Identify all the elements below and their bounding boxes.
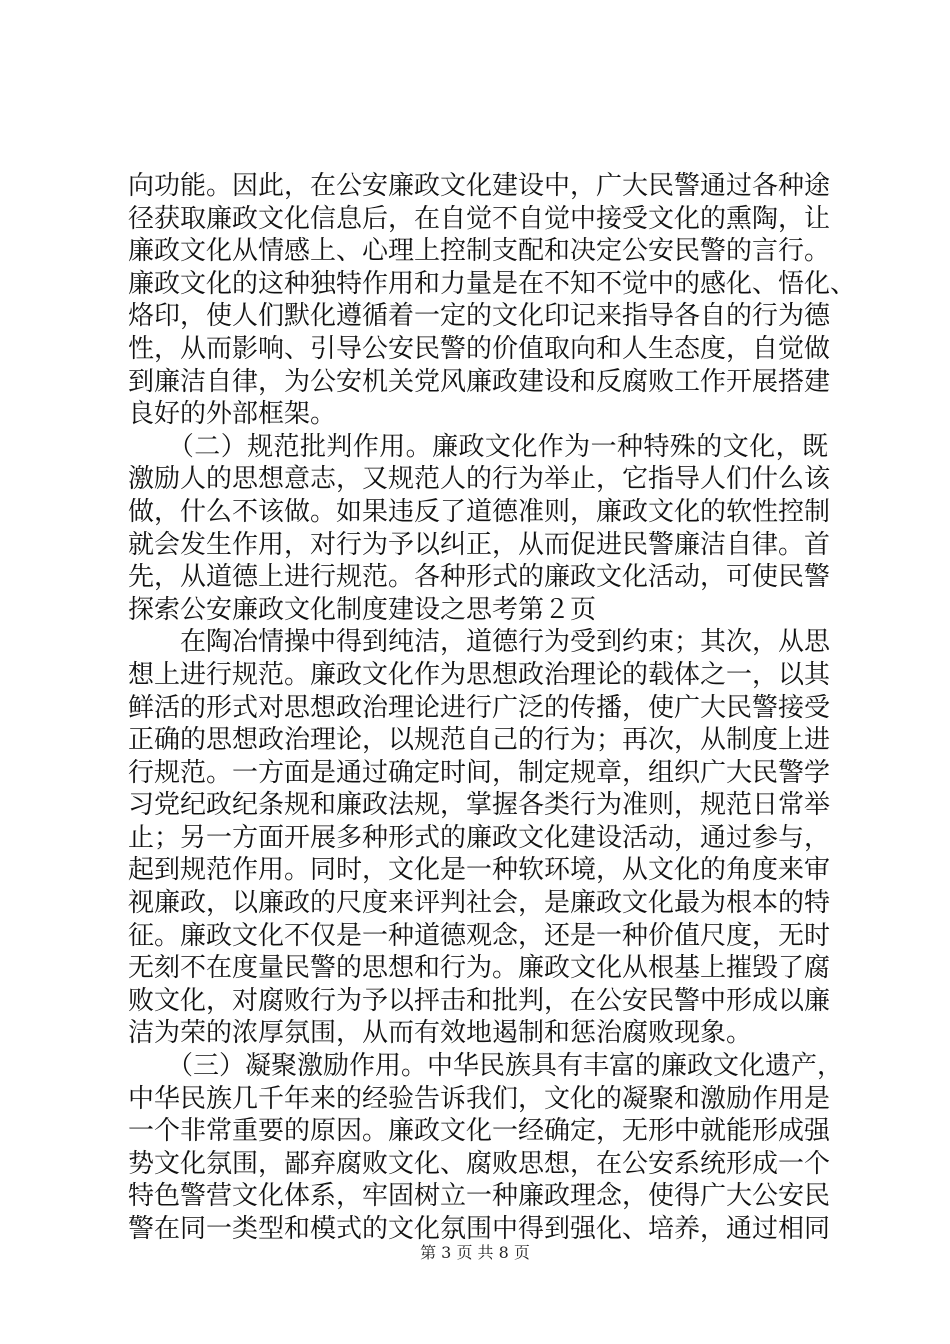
text-line: 无刻不在度量民警的思想和行为。廉政文化从根基上摧毁了腐 — [128, 953, 831, 984]
text-line: 警在同一类型和模式的文化氛围中得到强化、培养，通过相同 — [128, 1214, 831, 1244]
text-line: 正确的思想政治理论，以规范自己的行为；再次，从制度上进 — [128, 725, 831, 756]
text-line: （二）规范批判作用。廉政文化作为一种特殊的文化，既 — [128, 431, 828, 462]
text-line: 中华民族几千年来的经验告诉我们，文化的凝聚和激励作用是 — [128, 1083, 831, 1114]
text-line: 廉政文化从情感上、心理上控制支配和决定公安民警的言行。 — [128, 236, 831, 267]
text-line: 向功能。因此，在公安廉政文化建设中，广大民警通过各种途 — [128, 171, 831, 201]
text-line: 先，从道德上进行规范。各种形式的廉政文化活动，可使民警 — [128, 562, 831, 593]
text-line: 起到规范作用。同时，文化是一种软环境，从文化的角度来审 — [128, 855, 831, 886]
text-line: 行规范。一方面是通过确定时间，制定规章，组织广大民警学 — [128, 757, 831, 788]
text-line: 止；另一方面开展多种形式的廉政文化建设活动，通过参与， — [128, 822, 831, 853]
page-number-label: 第 3 页 共 8 页 — [420, 1243, 530, 1262]
text-line: 洁为荣的浓厚氛围，从而有效地遏制和惩治腐败现象。 — [128, 1018, 753, 1049]
text-line: 鲜活的形式对思想政治理论进行广泛的传播，使广大民警接受 — [128, 692, 831, 723]
text-line: 势文化氛围，鄙弃腐败文化、腐败思想，在公安系统形成一个 — [128, 1148, 831, 1179]
text-line: 在陶冶情操中得到纯洁，道德行为受到约束；其次，从思 — [128, 627, 831, 658]
text-line: 探索公安廉政文化制度建设之思考第２页 — [128, 594, 597, 625]
page-footer — [0, 1240, 950, 1263]
text-line: 烙印，使人们默化遵循着一定的文化印记来指导各自的行为德 — [128, 301, 831, 332]
text-line: 想上进行规范。廉政文化作为思想政治理论的载体之一，以其 — [128, 659, 831, 690]
text-line: 到廉洁自律，为公安机关党风廉政建设和反腐败工作开展搭建 — [128, 366, 831, 397]
text-line: 径获取廉政文化信息后，在自觉不自觉中接受文化的熏陶，让 — [128, 203, 831, 234]
text-line: 征。廉政文化不仅是一种道德观念，还是一种价值尺度，无时 — [128, 920, 831, 951]
text-line: 视廉政，以廉政的尺度来评判社会，是廉政文化最为根本的特 — [128, 888, 831, 919]
text-line: 做，什么不该做。如果违反了道德准则，廉政文化的软性控制 — [128, 496, 831, 527]
text-line: 廉政文化的这种独特作用和力量是在不知不觉中的感化、悟化、 — [128, 268, 857, 299]
text-line: 特色警营文化体系，牢固树立一种廉政理念，使得广大公安民 — [128, 1181, 831, 1212]
text-line: 激励人的思想意志，又规范人的行为举止，它指导人们什么该 — [128, 464, 831, 495]
text-line: 良好的外部框架。 — [128, 399, 337, 430]
text-line: 一个非常重要的原因。廉政文化一经确定，无形中就能形成强 — [128, 1116, 831, 1147]
text-line: 就会发生作用，对行为予以纠正，从而促进民警廉洁自律。首 — [128, 529, 831, 560]
text-line: （三）凝聚激励作用。中华民族具有丰富的廉政文化遗产， — [128, 1051, 844, 1082]
text-line: 性，从而影响、引导公安民警的价值取向和人生态度，自觉做 — [128, 333, 831, 364]
document-body — [128, 170, 857, 1246]
text-line: 败文化，对腐败行为予以抨击和批判，在公安民警中形成以廉 — [128, 985, 831, 1016]
text-line: 习党纪政纪条规和廉政法规，掌握各类行为准则，规范日常举 — [128, 790, 831, 821]
